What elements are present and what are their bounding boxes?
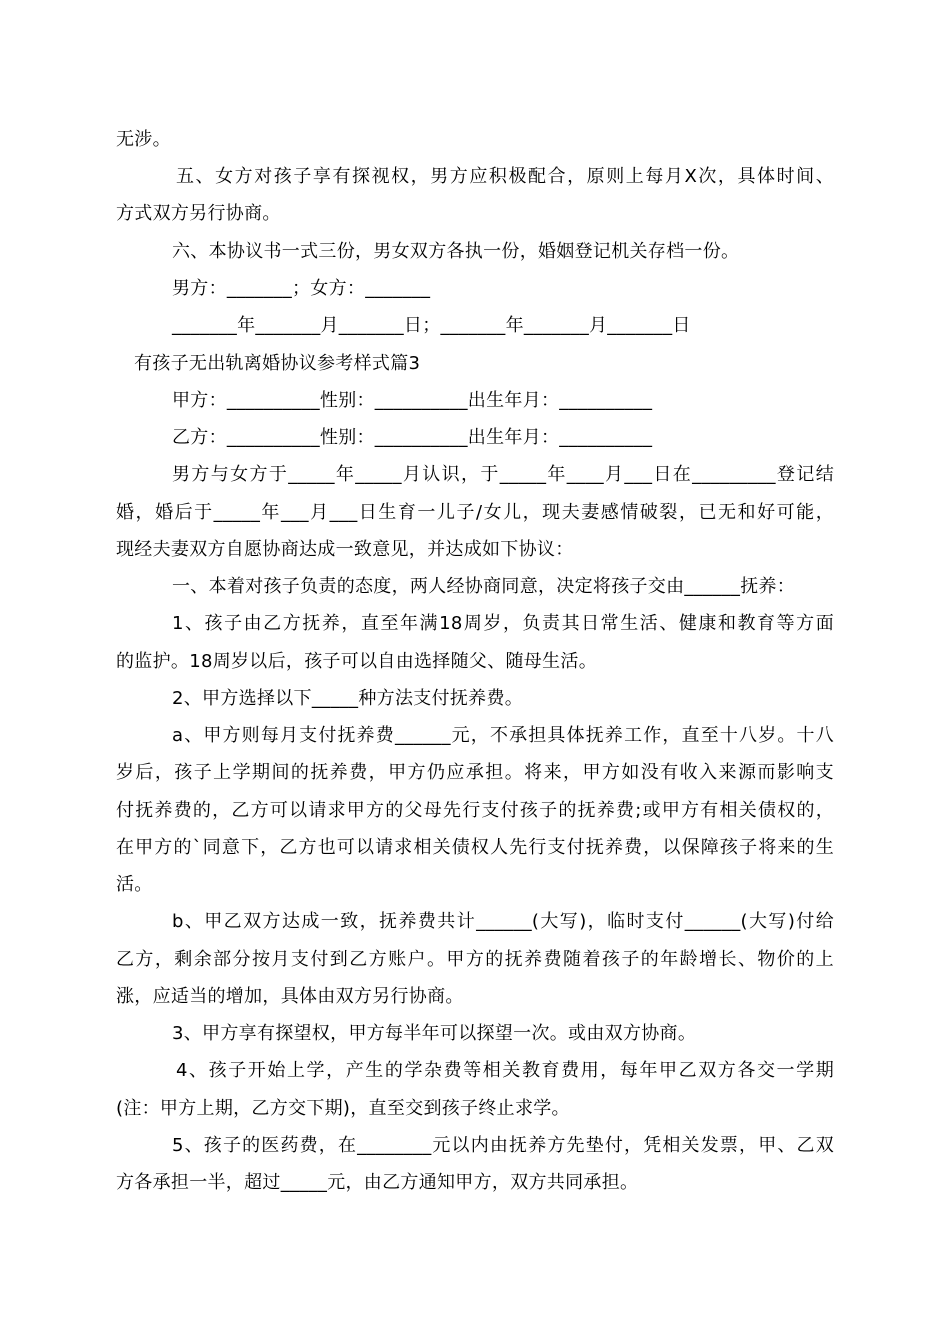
clause-line: 2、甲方选择以下_____种方法支付抚养费。 — [172, 688, 524, 709]
text-line: 的监护。18周岁以后，孩子可以自由选择随父、随母生活。 — [116, 651, 598, 672]
text-line: 乙方，剩余部分按月支付到乙方账户。甲方的抚养费随着孩子的年龄增长、物价的上 — [116, 949, 834, 970]
text-line: 五、女方对孩子享有探视权，男方应积极配合，原则上每月X次，具体时间、 — [176, 166, 834, 187]
text-line: 方式双方另行协商。 — [116, 203, 281, 224]
text-line: 婚，婚后于_____年___月___日生育一儿子/女儿，现夫妻感情破裂，已无和好可能， — [116, 502, 834, 523]
text-line: 六、本协议书一式三份，男女双方各执一份，婚姻登记机关存档一份。 — [172, 241, 740, 262]
date-line: _______年_______月_______日；_______年_______月_______日 — [172, 315, 691, 336]
clause-line: 一、本着对孩子负责的态度，两人经协商同意，决定将孩子交由______抚养： — [172, 576, 796, 597]
text-line: 男方与女方于_____年_____月认识，于_____年____月___日在_________登记结 — [172, 464, 834, 485]
signature-line: 男方：_______；女方：_______ — [172, 278, 431, 299]
party-b-line: 乙方：__________性别：__________出生年月：__________ — [172, 427, 653, 448]
clause-line: 3、甲方享有探望权，甲方每半年可以探望一次。或由双方协商。 — [172, 1023, 697, 1044]
clause-line: 5、孩子的医药费，在________元以内由抚养方先垫付，凭相关发票，甲、乙双 — [172, 1135, 834, 1156]
text-line: 现经夫妻双方自愿协商达成一致意见，并达成如下协议： — [116, 539, 574, 560]
clause-line: 4、孩子开始上学，产生的学杂费等相关教育费用，每年甲乙双方各交一学期 — [176, 1060, 834, 1081]
party-a-line: 甲方：__________性别：__________出生年月：__________ — [172, 390, 653, 411]
text-line: 涨，应适当的增加，具体由双方另行协商。 — [116, 986, 464, 1007]
clause-line: 1、孩子由乙方抚养，直至年满18周岁，负责其日常生活、健康和教育等方面 — [172, 613, 834, 634]
clause-line: b、甲乙双方达成一致，抚养费共计______(大写)，临时支付______(大写)付给 — [172, 911, 834, 932]
text-line: 方各承担一半，超过_____元，由乙方通知甲方，双方共同承担。 — [116, 1172, 639, 1193]
text-line: 无涉。 — [116, 129, 171, 150]
text-line: (注：甲方上期，乙方交下期)，直至交到孩子终止求学。 — [116, 1098, 570, 1119]
text-line: 岁后，孩子上学期间的抚养费，甲方仍应承担。将来，甲方如没有收入来源而影响支 — [116, 762, 834, 783]
text-line: 付抚养费的，乙方可以请求甲方的父母先行支付孩子的抚养费;或甲方有相关债权的， — [116, 800, 834, 821]
clause-line: a、甲方则每月支付抚养费______元，不承担具体抚养工作，直至十八岁。十八 — [172, 725, 834, 746]
text-line: 活。 — [116, 874, 153, 895]
section-title: 有孩子无出轨离婚协议参考样式篇3 — [134, 353, 421, 374]
text-line: 在甲方的`同意下，乙方也可以请求相关债权人先行支付抚养费，以保障孩子将来的生 — [116, 837, 834, 858]
